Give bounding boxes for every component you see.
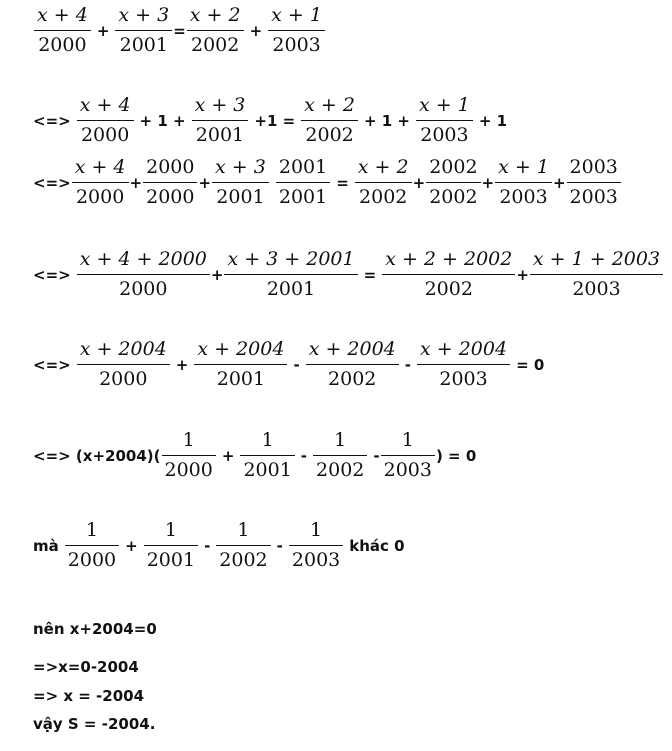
operator: + [175,355,189,374]
fraction [426,158,480,207]
numerator: x + 1 [419,94,470,116]
fraction [224,250,357,299]
denominator: 2001 [243,459,292,481]
equals-sign: = [363,265,377,284]
fraction [144,521,198,570]
operator: - [373,446,380,465]
numerator: x + 2 [304,94,355,116]
numerator: x + 2004 [308,338,396,360]
statement-nonzero [33,521,405,570]
operator: + [129,173,143,192]
fraction [34,6,91,55]
operator: - [204,536,211,555]
numerator: x + 3 [215,156,266,178]
denominator: 2000 [99,368,148,390]
denominator: 2000 [164,459,213,481]
fraction [143,158,197,207]
fraction [301,96,358,145]
denominator: 2003 [383,459,432,481]
term-text: + 1 + [363,111,411,130]
numerator: x + 2 [357,156,409,178]
term-text: + 1 [478,111,508,130]
denominator: 2003 [572,278,621,300]
denominator: 2003 [420,124,469,146]
fraction [216,521,270,570]
numerator: x + 4 + 2000 [79,248,207,270]
equivalence-arrow: <=> [33,111,71,130]
denominator: 2000 [75,186,125,208]
numerator: 2003 [569,156,618,178]
equation-step-expanded [33,158,622,207]
numerator: 1 [401,429,414,451]
numerator: 1 [85,519,98,541]
denominator: 2003 [272,34,321,56]
solution-set: vậy S = -2004. [33,715,156,733]
term-text: +1 = [254,111,296,130]
numerator: x + 4 [74,156,126,178]
fraction [381,431,435,480]
equation-original [33,6,326,55]
denominator: 2000 [38,34,87,56]
denominator: 2000 [119,278,168,300]
fraction [416,96,473,145]
numerator: 1 [164,519,177,541]
denominator: 2000 [146,186,195,208]
fraction [276,158,330,207]
term-text: khác 0 [349,536,405,555]
equivalence-arrow: <=> [33,265,71,284]
operator: + [249,21,263,40]
operator: + [516,265,529,284]
operator: + [552,173,566,192]
numerator: x + 3 + 2001 [227,248,355,270]
denominator: 2000 [67,549,117,571]
numerator: 1 [261,429,274,451]
fraction [77,250,210,299]
fraction [382,250,515,299]
numerator: 1 [310,519,323,541]
term-text: ) = 0 [435,446,477,465]
numerator: x + 4 [37,4,88,26]
numerator: 1 [182,429,195,451]
denominator: 2002 [429,186,478,208]
denominator: 2002 [191,34,240,56]
fraction [567,158,621,207]
fraction [162,431,216,480]
numerator: x + 2004 [197,338,285,360]
operator: - [404,355,411,374]
fraction [289,521,343,570]
fraction [495,158,552,207]
fraction [313,431,367,480]
term-text: = 0 [516,355,545,374]
denominator: 2001 [195,124,245,146]
operator: + [221,446,235,465]
denominator: 2003 [439,368,488,390]
operator: + [198,173,212,192]
numerator: 2001 [278,156,328,178]
factored-prefix: <=> (x+2004)( [33,446,161,465]
conclusion-line: => x = -2004 [33,687,145,705]
fraction [240,431,294,480]
numerator: x + 3 [118,4,170,26]
denominator: 2002 [328,368,377,390]
denominator: 2001 [266,278,316,300]
operator: + [125,536,138,555]
numerator: x + 3 [194,94,246,116]
fraction [212,158,269,207]
numerator: x + 2004 [79,338,167,360]
conclusion-line: =>x=0-2004 [33,658,139,676]
fraction [72,158,129,207]
numerator: x + 2004 [420,338,508,360]
denominator: 2001 [119,34,168,56]
numerator: x + 2 + 2002 [385,248,513,270]
numerator: 2000 [146,156,195,178]
equivalence-arrow: <=> [33,355,71,374]
operator: + [210,265,224,284]
denominator: 2002 [316,459,365,481]
fraction [77,340,170,389]
fraction [306,340,399,389]
equation-step-add-one [33,96,507,145]
operator: - [276,536,283,555]
denominator: 2003 [499,186,548,208]
denominator: 2001 [216,368,266,390]
equation-step-factored [33,431,476,480]
numerator: x + 1 + 2003 [532,248,661,270]
fraction [530,250,663,299]
fraction [355,158,412,207]
numerator: 1 [334,429,347,451]
conclusion-line: nên x+2004=0 [33,620,157,638]
denominator: 2002 [219,549,268,571]
numerator: 2002 [429,156,478,178]
operator: + [481,173,495,192]
fraction [268,6,325,55]
denominator: 2000 [80,124,130,146]
equation-step-combined [33,250,664,299]
fraction [187,6,244,55]
fraction [115,6,172,55]
equation-step-simplified [33,340,544,389]
fraction [194,340,287,389]
fraction [417,340,510,389]
operator: + [96,21,110,40]
denominator: 2001 [146,549,196,571]
operator: + [412,173,426,192]
operator: - [300,446,308,465]
denominator: 2001 [216,186,265,208]
fraction [192,96,249,145]
numerator: x + 4 [79,94,131,116]
numerator: x + 2 [189,4,241,26]
numerator: x + 1 [498,156,549,178]
denominator: 2002 [359,186,408,208]
operator: - [293,355,300,374]
equivalence-arrow: <=> [33,173,71,192]
equals-sign: = [336,173,349,192]
fraction [65,521,119,570]
numerator: x + 1 [271,4,322,26]
denominator: 2002 [305,124,354,146]
term-text: + 1 + [139,111,186,130]
denominator: 2003 [291,549,341,571]
word-ma: mà [33,536,59,555]
numerator: 1 [237,519,250,541]
denominator: 2002 [424,278,473,300]
denominator: 2001 [278,186,328,208]
denominator: 2003 [569,186,618,208]
fraction [77,96,134,145]
equals-sign: = [173,21,186,40]
